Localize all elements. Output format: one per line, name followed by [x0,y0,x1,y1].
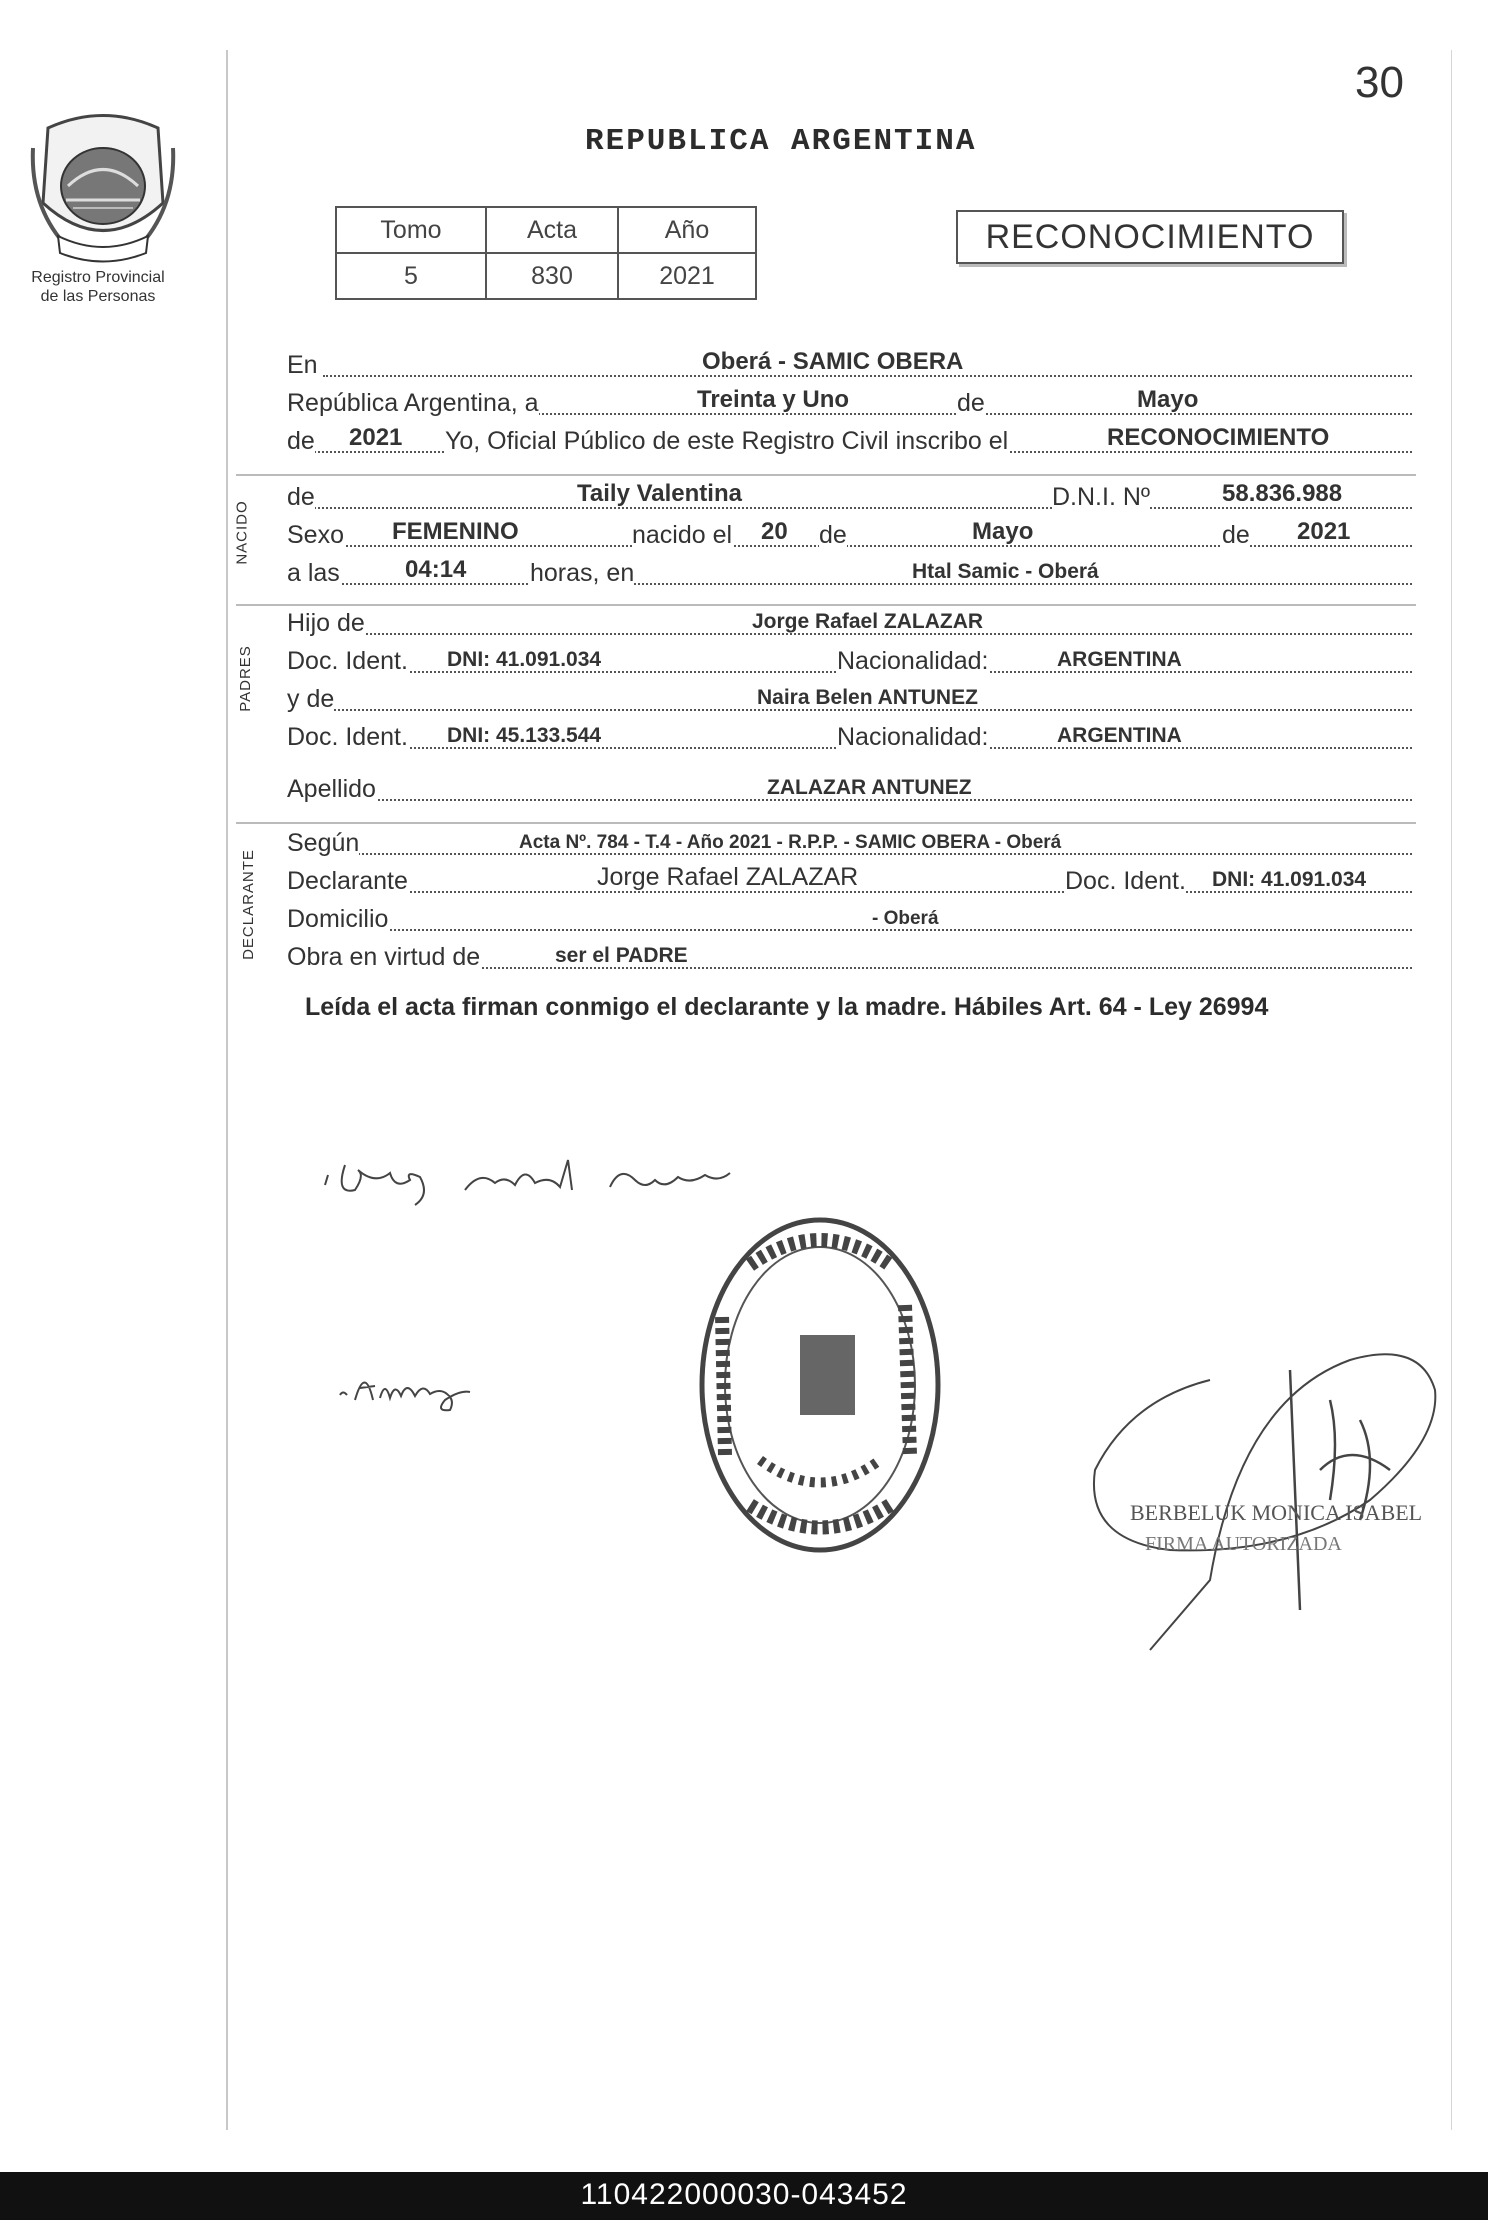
registry-name [0,268,196,306]
child-name-value: Taily Valentina [577,480,742,507]
capacity-value: ser el PADRE [555,944,688,967]
father-name-value: Jorge Rafael ZALAZAR [752,610,984,633]
section-padres: PADRES [236,645,254,712]
label-segun: Según [287,829,360,857]
mother-nationality-value: ARGENTINA [1057,724,1182,747]
row-father-doc [287,646,1412,680]
declarant-signature [320,1135,770,1215]
mother-doc-value: DNI: 45.133.544 [447,724,602,747]
child-dni-value: 58.836.988 [1222,480,1343,507]
acta-value: 830 [486,253,618,299]
official-name-text: BERBELUK MONICA ISABEL [1130,1500,1423,1525]
closing-note: Leída el acta firman conmigo el declarante y la madre. Hábiles Art. 64 - Ley 26994 [305,993,1269,1021]
father-doc-value: DNI: 41.091.034 [447,648,602,671]
address-value: - Oberá [872,908,939,929]
label-declarant-doc: Doc. Ident. [1065,867,1186,895]
label-en: En [287,351,318,379]
tomo-header: Tomo [336,207,486,253]
row-mother-doc [287,722,1412,756]
row-official [287,426,1412,460]
row-child-name [287,482,1412,516]
label-republica: República Argentina, a [287,389,539,417]
place-value: Oberá - SAMIC OBERA [702,348,964,375]
declarant-name-value: Jorge Rafael ZALAZAR [597,863,859,891]
label-de-year: de [287,427,315,455]
label-de-month: de [957,389,985,417]
birth-year-value: 2021 [1297,518,1351,545]
day-words-value: Treinta y Uno [697,386,850,413]
year-value: 2021 [349,424,403,451]
father-nationality-value: ARGENTINA [1057,648,1182,671]
page-number: 30 [1355,58,1404,107]
reference-table [335,206,757,300]
row-mother [287,684,1412,718]
birth-day-value: 20 [761,518,788,545]
label-father-doc: Doc. Ident. [287,647,408,675]
anio-header: Año [618,207,756,253]
country-title: REPUBLICA ARGENTINA [585,124,977,159]
act-value: RECONOCIMIENTO [1107,424,1330,451]
label-declarante: Declarante [287,867,408,895]
label-apellido: Apellido [287,775,376,803]
row-place [287,350,1412,384]
segun-value: Acta Nº. 784 - T.4 - Año 2021 - R.P.P. - SAMIC OBERA - Oberá [519,832,1062,853]
footer-code: 110422000030-043452 [580,2178,908,2211]
official-title-text: FIRMA AUTORIZADA [1145,1533,1342,1555]
separator-declarante [236,822,1416,824]
birth-time-value: 04:14 [405,556,467,583]
act-type-box: RECONOCIMIENTO [956,210,1344,264]
label-sexo: Sexo [287,521,344,549]
month-value: Mayo [1137,386,1199,413]
row-segun [287,828,1412,862]
label-mother-doc: Doc. Ident. [287,723,408,751]
row-time-place [287,558,1412,592]
left-margin-line [226,50,228,2130]
row-declarant [287,863,1412,900]
mother-signature [335,1360,485,1420]
row-date [287,388,1412,422]
label-obra: Obra en virtud de [287,943,481,971]
right-margin-line [1451,50,1452,2130]
row-surname [287,774,1412,808]
label-de-anio: de [1222,521,1250,549]
label-horas: horas, en [530,559,635,587]
separator-padres [236,604,1416,606]
label-mother-nationality: Nacionalidad: [837,723,989,751]
registry-line-1: Registro Provincial [31,269,165,286]
acta-header: Acta [486,207,618,253]
official-signature [1090,1320,1460,1700]
row-father [287,608,1412,642]
label-de-mes: de [819,521,847,549]
anio-value: 2021 [618,253,756,299]
mother-name-value: Naira Belen ANTUNEZ [757,686,978,709]
row-address [287,904,1412,938]
label-hijo-de: Hijo de [287,609,365,637]
tomo-value: 5 [336,253,486,299]
birth-place-value: Htal Samic - Oberá [912,560,1099,583]
section-declarante: DECLARANTE [239,849,257,960]
separator-nacido [236,474,1416,476]
registry-stamp [690,1205,950,1565]
declarant-doc-value: DNI: 41.091.034 [1212,868,1367,891]
label-a-las: a las [287,559,340,587]
row-sex-birth [287,520,1412,554]
section-nacido: NACIDO [233,500,251,565]
label-oficial: Yo, Oficial Público de este Registro Civil inscribo el [445,427,1009,455]
birth-month-value: Mayo [972,518,1034,545]
province-seal-icon [28,108,178,268]
label-nacido: nacido el [632,521,733,549]
registry-line-2: de las Personas [40,288,156,305]
row-capacity [287,942,1412,976]
label-de-name: de [287,483,315,511]
label-y-de: y de [287,685,335,713]
sex-value: FEMENINO [392,518,519,545]
label-dni: D.N.I. Nº [1052,483,1151,511]
label-domicilio: Domicilio [287,905,389,933]
surname-value: ZALAZAR ANTUNEZ [767,776,972,799]
label-father-nationality: Nacionalidad: [837,647,989,675]
